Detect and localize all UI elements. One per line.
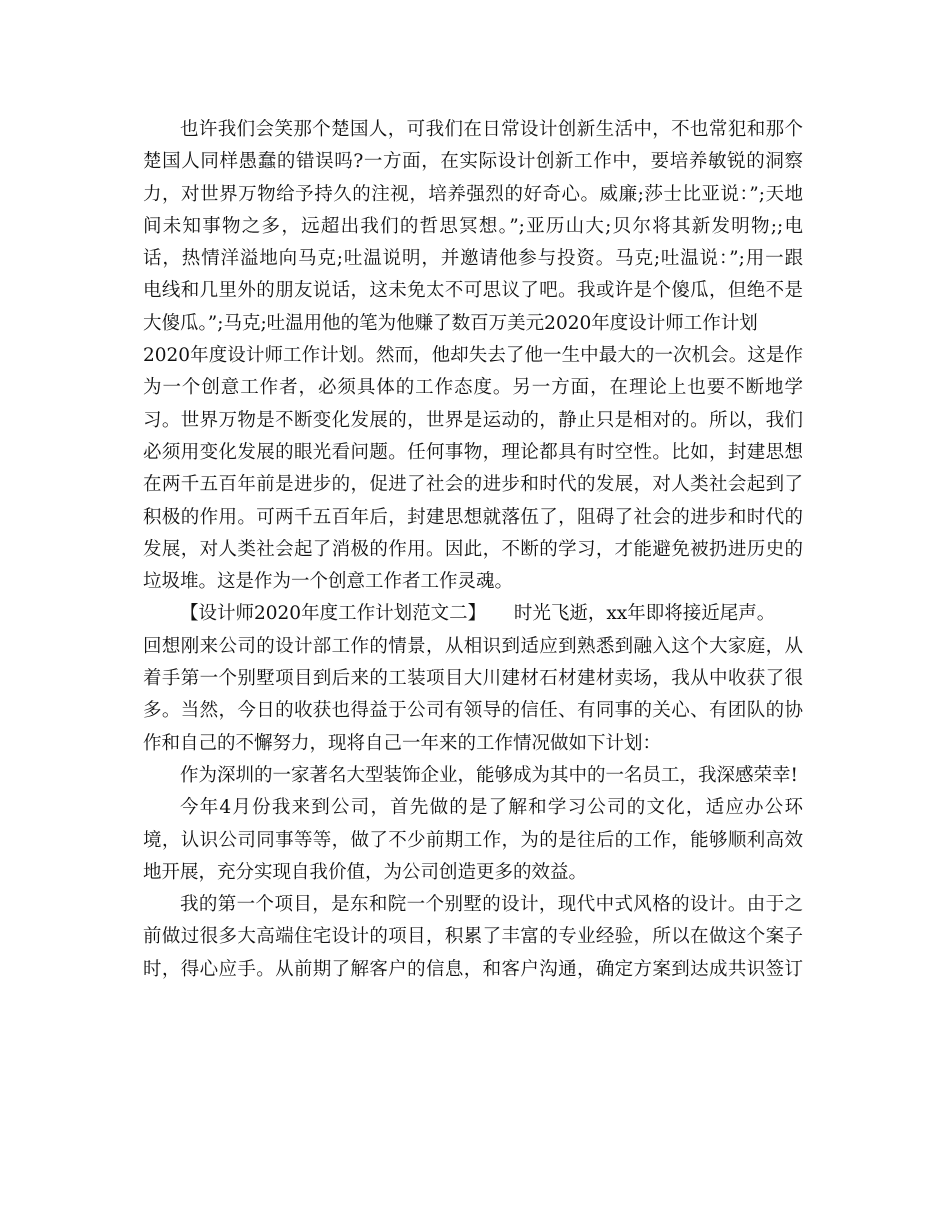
text-line: 为一个创意工作者，必须具体的工作态度。另一方面，在理论上也要不断地学 <box>143 377 803 399</box>
text-line: 大傻瓜。”;马克;吐温用他的笔为他赚了数百万美元2020年度设计师工作计划 <box>143 312 758 334</box>
text-line: 间未知事物之多，远超出我们的哲思冥想。”;亚历山大;贝尔将其新发明物;;电 <box>143 215 803 237</box>
text-line: 积极的作用。可两千五百年后，封建思想就落伍了，阻碍了社会的进步和时代的 <box>143 506 803 528</box>
text-line: 今年4月份我来到公司，首先做的是了解和学习公司的文化，适应办公环 <box>180 797 803 819</box>
text-line: 着手第一个别墅项目到后来的工装项目大川建材石材建材卖场，我从中收获了很 <box>143 668 803 690</box>
text-line: 境，认识公司同事等等，做了不少前期工作，为的是往后的工作，能够顺利高效 <box>143 829 803 851</box>
text-line: 回想刚来公司的设计部工作的情景，从相识到适应到熟悉到融入这个大家庭，从 <box>143 635 803 657</box>
text-line: 作和自己的不懈努力，现将自己一年来的工作情况做如下计划： <box>143 732 662 754</box>
text-line: 电线和几里外的朋友说话，这未免太不可思议了吧。我或许是个傻瓜，但绝不是 <box>143 280 803 302</box>
text-line: 楚国人同样愚蠢的错误吗?一方面，在实际设计创新工作中，要培养敏锐的洞察 <box>143 151 803 173</box>
text-line: 时，得心应手。从前期了解客户的信息，和客户沟通，确定方案到达成共识签订 <box>143 958 803 980</box>
text-line: 前做过很多大高端住宅设计的项目，积累了丰富的专业经验，所以在做这个案子 <box>143 926 803 948</box>
text-line: 必须用变化发展的眼光看问题。任何事物，理论都具有时空性。比如，封建思想 <box>143 441 803 463</box>
document-body <box>143 114 803 986</box>
text-line: 发展，对人类社会起了消极的作用。因此，不断的学习，才能避免被扔进历史的 <box>143 538 803 560</box>
text-line: 垃圾堆。这是作为一个创意工作者工作灵魂。 <box>143 571 514 593</box>
text-line: 话，热情洋溢地向马克;吐温说明，并邀请他参与投资。马克;吐温说：”;用一跟 <box>143 248 803 270</box>
text-line: 也许我们会笑那个楚国人，可我们在日常设计创新生活中，不也常犯和那个 <box>180 119 803 140</box>
text-line: 地开展，充分实现自我价值，为公司创造更多的效益。 <box>143 861 588 883</box>
text-line: 2020年度设计师工作计划。然而，他却失去了他一生中最大的一次机会。这是作 <box>143 345 803 367</box>
text-line: 多。当然，今日的收获也得益于公司有领导的信任、有同事的关心、有团队的协 <box>143 700 803 722</box>
text-line: 【设计师2020年度工作计划范文二】 时光飞逝，xx年即将接近尾声。 <box>180 603 776 625</box>
text-line: 力，对世界万物给予持久的注视，培养强烈的好奇心。威廉;莎士比亚说：”;天地 <box>143 183 803 205</box>
text-line: 作为深圳的一家著名大型装饰企业，能够成为其中的一名员工，我深感荣幸! <box>180 764 798 786</box>
text-line: 习。世界万物是不断变化发展的，世界是运动的，静止只是相对的。所以，我们 <box>143 409 803 431</box>
text-line: 我的第一个项目，是东和院一个别墅的设计，现代中式风格的设计。由于之 <box>180 894 803 916</box>
text-line: 在两千五百年前是进步的，促进了社会的进步和时代的发展，对人类社会起到了 <box>143 474 803 496</box>
